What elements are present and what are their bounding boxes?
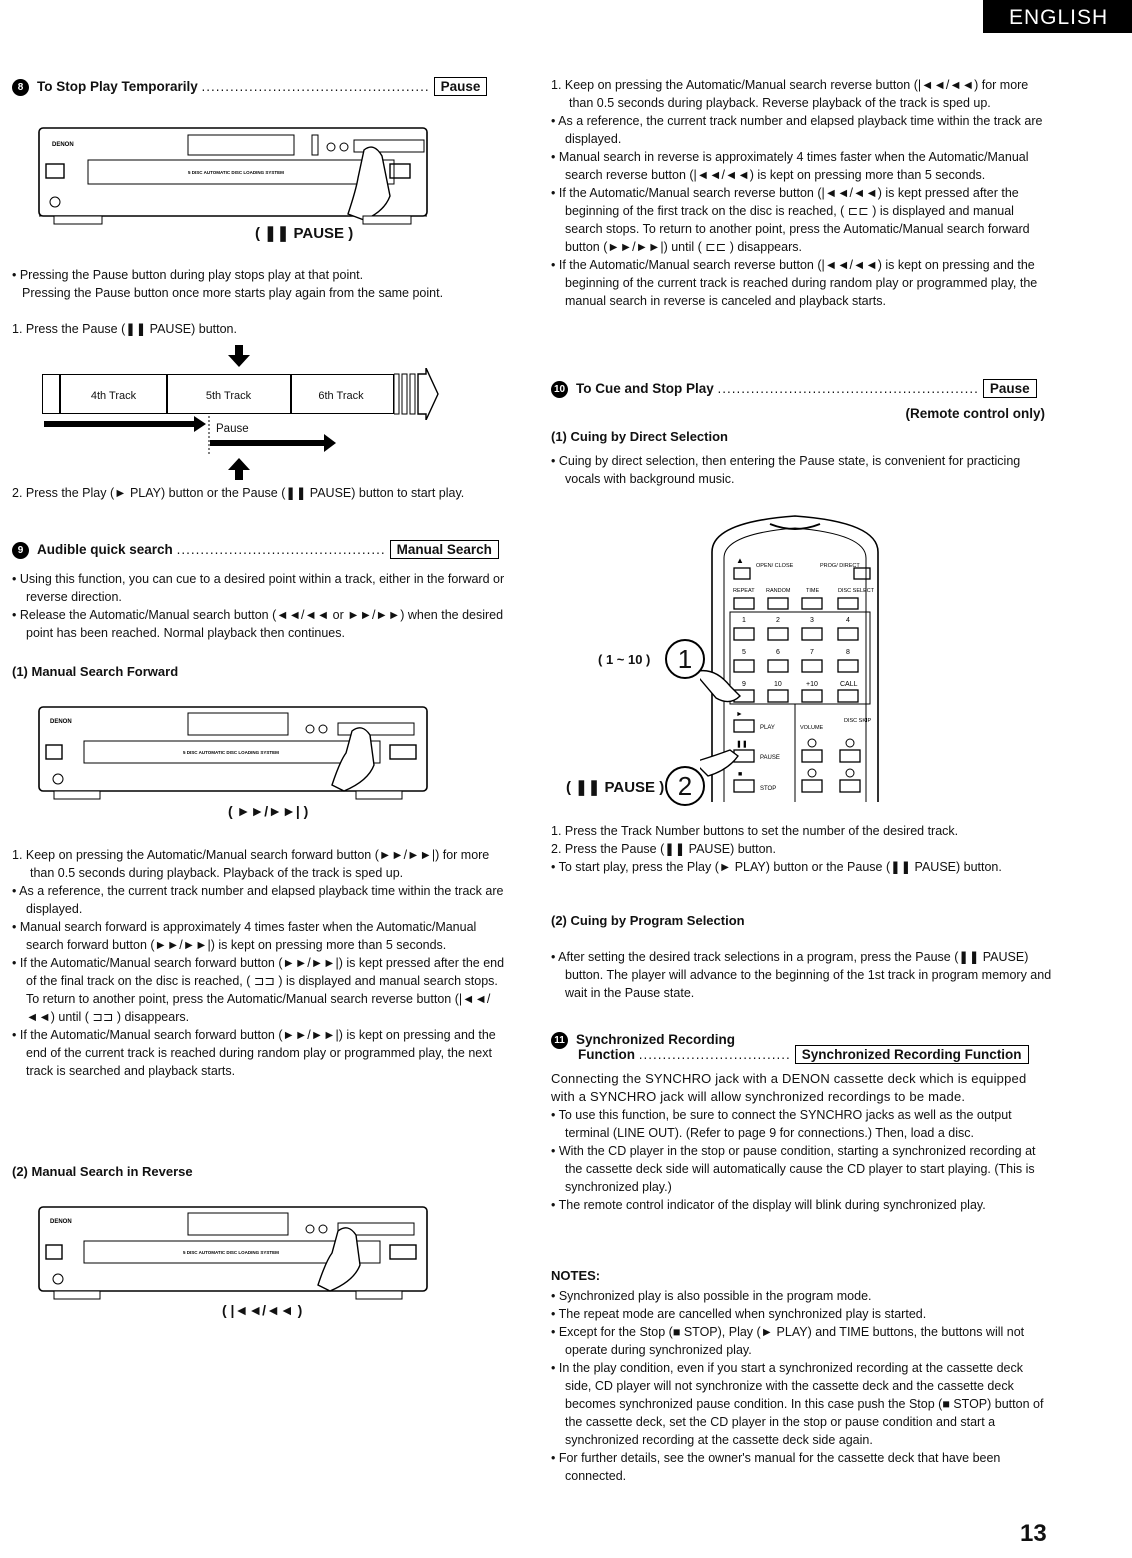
svg-text:PAUSE: PAUSE	[760, 755, 780, 761]
svg-text:PLAY: PLAY	[760, 725, 775, 731]
svg-text:5 DISC AUTOMATIC DISC LOADING: 5 DISC AUTOMATIC DISC LOADING SYSTEM	[188, 170, 284, 175]
callout-2-icon: 2	[665, 766, 705, 806]
pause-step-1: 1. Press the Pause (❚❚ PAUSE) button.	[12, 322, 237, 336]
section-10-heading: 10 To Cue and Stop Play ....................................................... Pause	[551, 381, 1037, 398]
cuing-direct-heading: (1) Cuing by Direct Selection	[551, 429, 728, 444]
svg-text:10: 10	[774, 681, 782, 688]
pause-label: Pause	[216, 423, 249, 435]
svg-text:▲: ▲	[736, 556, 744, 565]
pause-step-2: 2. Press the Play (► PLAY) button or the Pause (❚❚ PAUSE) button to start play.	[12, 486, 465, 500]
svg-text:DENON: DENON	[50, 719, 72, 725]
track-6: 6th Track	[318, 390, 364, 402]
svg-text:STOP: STOP	[760, 786, 777, 792]
svg-text:7: 7	[810, 649, 814, 656]
down-arrow-icon	[228, 345, 250, 367]
callout-1-icon: 1	[665, 639, 705, 679]
cd-player-reverse-illustration	[38, 1203, 428, 1308]
cuing-direct-desc: • Cuing by direct selection, then entering the Pause state, is convenient for practicing vocals with background music.	[551, 454, 1021, 486]
manual-search-reverse-heading: (2) Manual Search in Reverse	[12, 1164, 193, 1179]
pause-description: • Pressing the Pause button during play stops play at that point. Pressing the Pause button once more starts play again from the same point.	[12, 268, 444, 300]
callout-pause: ( ❚❚ PAUSE )	[566, 779, 665, 796]
svg-text:+10: +10	[806, 681, 818, 688]
section-9-heading: 9 Audible quick search ............................................ Manual Search	[12, 542, 499, 559]
svg-text:9: 9	[742, 681, 746, 688]
track-continue-arrow-icon	[394, 368, 440, 420]
remote-only-note: (Remote control only)	[905, 406, 1045, 421]
notes-list: • Synchronized play is also possible in the program mode. • The repeat mode are cancelled when synchronized play is started. • Except for the Stop (■ STOP), Play (► PLAY) and TIME buttons, the buttons will not operate during synchronized play. • In the play condition, even if you start a synchronized recording at the cassette deck side, CD player will not synchronize with the cassette deck and the cassette deck becomes synchronized pause condition. In this case push the Stop (■ STOP) button of the cassette deck, set the CD player in the stop or pause condition and start a synchronized recording at the cassette deck side again. • For further details, see the owner's manual for the cassette deck that have been connected.	[551, 1289, 1044, 1483]
svg-text:RANDOM: RANDOM	[766, 588, 791, 594]
svg-text:DENON: DENON	[50, 1219, 72, 1225]
svg-text:■: ■	[738, 771, 743, 778]
cuing-program-heading: (2) Cuing by Program Selection	[551, 913, 745, 928]
figure-caption-pause: ( ❚❚ PAUSE )	[255, 225, 354, 242]
svg-text:REPEAT: REPEAT	[733, 588, 755, 594]
svg-text:5 DISC AUTOMATIC DISC LOADING: 5 DISC AUTOMATIC DISC LOADING SYSTEM	[183, 1250, 279, 1255]
svg-text:PROG/ DIRECT: PROG/ DIRECT	[820, 563, 860, 569]
sync-intro: Connecting the SYNCHRO jack with a DENON cassette deck which is equipped with a SYNCHRO jack will allow synchronized recordings to be made.	[551, 1071, 1027, 1104]
svg-text:8: 8	[846, 649, 850, 656]
svg-text:DISC SELECT: DISC SELECT	[838, 588, 875, 594]
track-4: 4th Track	[90, 390, 137, 402]
up-arrow-icon	[228, 458, 250, 480]
svg-text:5: 5	[742, 649, 746, 656]
page-number: 13	[1020, 1520, 1047, 1547]
section-11-heading-line2: Function ................................ Synchronized Recording Function	[578, 1047, 1029, 1062]
svg-text:4: 4	[846, 617, 850, 624]
notes-heading: NOTES:	[551, 1268, 601, 1283]
svg-text:TIME: TIME	[806, 588, 820, 594]
language-tab: ENGLISH	[983, 0, 1132, 33]
svg-text:CALL: CALL	[840, 681, 858, 688]
figure-caption-forward: ( ►►/►►| )	[228, 803, 309, 819]
manual-search-reverse-list: 1. Keep on pressing the Automatic/Manual search reverse button (|◄◄/◄◄) for more than 0.5 seconds during playback. Reverse playback of the track is sped up. • As a reference, the current track number and elapsed playback time within the track are displayed. • Manual search in reverse is approximately 4 times faster when the Automatic/Manual search reverse button (|◄◄/◄◄) is kept on pressing more than 5 seconds. • If the Automatic/Manual search reverse button (|◄◄/◄◄) is kept pressed after the beginning of the first track on the disc is reached, ( ⊏⊏ ) is displayed and manual search stops. To return to another point, press the Automatic/Manual search forward button (►►/►►|) until ( ⊏⊏ ) disappears. • If the Automatic/Manual search reverse button (|◄◄/◄◄) is kept on pressing and the beginning of the current track is reached during random play or programmed play, the manual search in reverse is canceled and playback starts.	[551, 78, 1043, 308]
remote-control-illustration	[700, 512, 890, 802]
cuing-program-desc: • After setting the desired track selections in a program, press the Pause (❚❚ PAUSE) button. The player will advance to the beginning of the 1st track in program memory and wait in the Pause state.	[551, 950, 1052, 1000]
svg-text:❚❚: ❚❚	[736, 741, 748, 748]
svg-text:2: 2	[776, 617, 780, 624]
svg-text:1: 1	[742, 617, 746, 624]
track-bar	[42, 374, 394, 414]
sync-list: • To use this function, be sure to connect the SYNCHRO jacks as well as the output terminal (LINE OUT). (Refer to page 9 for connections.) Then, load a disc. • With the CD player in the stop or pause condition, starting a synchronized recording at the cassette deck side will automatically cause the CD player to start playing. (This is synchronized play.) • The remote control indicator of the display will blink during synchronized play.	[551, 1108, 1036, 1212]
manual-search-forward-heading: (1) Manual Search Forward	[12, 664, 179, 679]
manual-search-forward-list: 1. Keep on pressing the Automatic/Manual search forward button (►►/►►|) for more than 0.5 seconds during playback. Playback of the track is sped up. • As a reference, the current track number and elapsed playback time within the track are displayed. • Manual search forward is approximately 4 times faster when the Automatic/Manual search forward button (►►/►►|) is kept on pressing more than 5 seconds. • If the Automatic/Manual search forward button (►►/►►|) is kept pressed after the end of the final track on the disc is reached, ( ⊐⊐ ) is displayed and manual search stops. To return to another point, press the Automatic/Manual search reverse button (|◄◄/◄◄) until ( ⊐⊐ ) disappears. • If the Automatic/Manual search forward button (►►/►►|) is kept on pressing and the end of the current track is reached during random play or programmed play, the next track is searched and playback starts.	[12, 848, 505, 1078]
cuing-direct-steps: 1. Press the Track Number buttons to set the number of the desired track. 2. Press the Pause (❚❚ PAUSE) button. • To start play, press the Play (► PLAY) button or the Pause (❚❚ PAUSE) button.	[551, 824, 1002, 874]
figure-caption-reverse: ( |◄◄/◄◄ )	[222, 1302, 303, 1318]
cd-player-pause-illustration	[38, 120, 428, 245]
section-11-heading: 11 Synchronized Recording	[551, 1032, 735, 1049]
svg-text:6: 6	[776, 649, 780, 656]
svg-text:3: 3	[810, 617, 814, 624]
svg-text:5 DISC AUTOMATIC DISC LOADING: 5 DISC AUTOMATIC DISC LOADING SYSTEM	[183, 750, 279, 755]
pause-timeline-arrows	[44, 416, 344, 456]
svg-text:►: ►	[736, 711, 743, 718]
svg-text:VOLUME: VOLUME	[800, 725, 824, 731]
track-5: 5th Track	[205, 390, 252, 402]
deck-brand: DENON	[52, 142, 74, 148]
svg-text:OPEN/ CLOSE: OPEN/ CLOSE	[756, 563, 794, 569]
section-8-heading: 8 To Stop Play Temporarily ................................................ Pause	[12, 79, 487, 96]
callout-track-number: ( 1 ~ 10 )	[598, 652, 651, 667]
svg-text:DISC SKIP: DISC SKIP	[844, 718, 872, 724]
search-intro: • Using this function, you can cue to a desired point within a track, either in the forward or reverse direction. • Release the Automatic/Manual search button (◄◄/◄◄ or ►►/►►) when the desired point has been reached. Normal playback then continues.	[12, 572, 505, 640]
cd-player-forward-illustration	[38, 703, 428, 808]
